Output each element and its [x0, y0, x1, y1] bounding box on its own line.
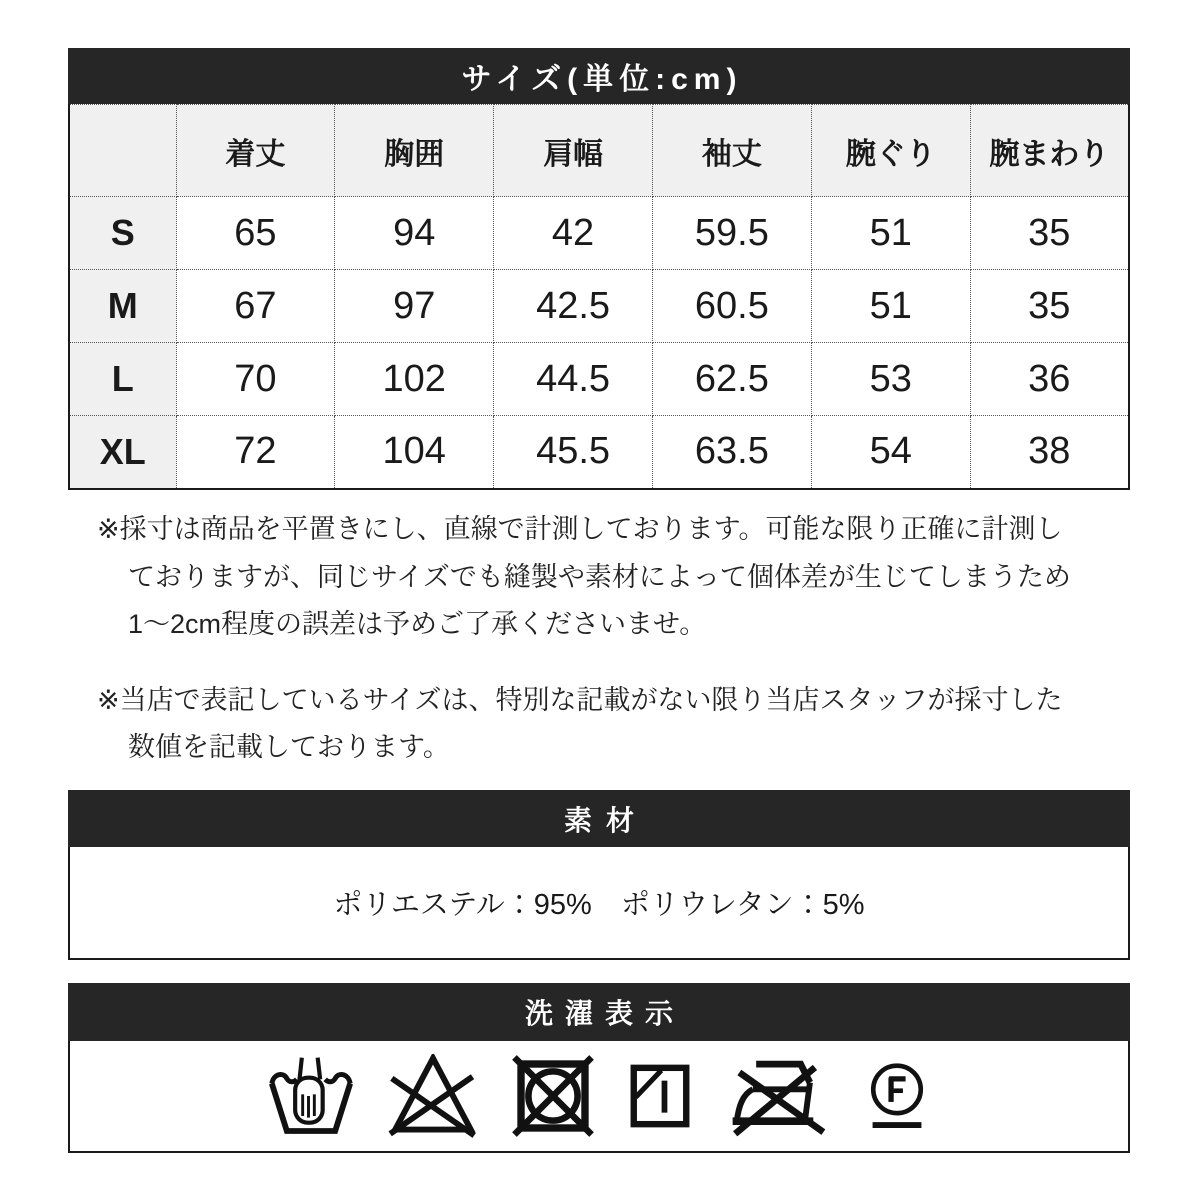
size-row-label: L [69, 343, 176, 416]
size-table [68, 104, 1130, 490]
table-row [69, 270, 1129, 343]
shade-line-dry-icon [628, 1059, 692, 1133]
size-value-cell: 42 [494, 197, 653, 270]
size-value-cell: 42.5 [494, 270, 653, 343]
size-value-cell: 53 [811, 343, 970, 416]
size-section-title: サイズ(単位:cm) [68, 48, 1130, 104]
care-icons-row [68, 1041, 1130, 1153]
size-value-cell: 104 [335, 416, 494, 489]
size-value-cell: 72 [176, 416, 335, 489]
hand-wash-icon [268, 1056, 354, 1136]
do-not-bleach-icon [388, 1054, 478, 1138]
size-value-cell: 44.5 [494, 343, 653, 416]
size-value-cell: 65 [176, 197, 335, 270]
size-table-header-row [69, 105, 1129, 197]
size-value-cell: 60.5 [652, 270, 811, 343]
material-section-title: 素材 [68, 790, 1130, 847]
size-value-cell: 54 [811, 416, 970, 489]
size-value-cell: 35 [970, 197, 1129, 270]
material-section [68, 790, 1130, 960]
size-value-cell: 59.5 [652, 197, 811, 270]
size-value-cell: 102 [335, 343, 494, 416]
note-text: ※当店で表記しているサイズは、特別な記載がない限り当店スタッフが採寸した 数値を記載しております。 [97, 684, 1063, 762]
size-value-cell: 63.5 [652, 416, 811, 489]
measurement-notes [97, 506, 1087, 772]
size-value-cell: 45.5 [494, 416, 653, 489]
size-value-cell: 70 [176, 343, 335, 416]
size-value-cell: 51 [811, 270, 970, 343]
table-row [69, 416, 1129, 489]
size-value-cell: 51 [811, 197, 970, 270]
size-value-cell: 67 [176, 270, 335, 343]
corner-cell [69, 105, 176, 197]
size-row-label: M [69, 270, 176, 343]
size-value-cell: 94 [335, 197, 494, 270]
care-section-title: 洗濯表示 [68, 983, 1130, 1041]
size-value-cell: 38 [970, 416, 1129, 489]
dry-clean-f-icon [864, 1061, 930, 1131]
material-content: ポリエステル：95% ポリウレタン：5% [68, 847, 1130, 960]
size-row-label: XL [69, 416, 176, 489]
size-value-cell: 97 [335, 270, 494, 343]
do-not-tumble-dry-icon [512, 1055, 594, 1137]
table-row [69, 197, 1129, 270]
column-header: 袖丈 [652, 105, 811, 197]
table-row [69, 343, 1129, 416]
care-section [68, 983, 1130, 1153]
column-header: 腕まわり [970, 105, 1129, 197]
column-header: 着丈 [176, 105, 335, 197]
do-not-iron-icon [726, 1054, 830, 1138]
size-row-label: S [69, 197, 176, 270]
note-text: ※採寸は商品を平置きにし、直線で計測しております。可能な限り正確に計測し ておりますが、同じサイズでも縫製や素材によって個体差が生じてしまうため 1〜2cm程度の誤差は予めご了承くださいませ。 [97, 514, 1071, 639]
size-value-cell: 36 [970, 343, 1129, 416]
column-header: 肩幅 [494, 105, 653, 197]
column-header: 腕ぐり [811, 105, 970, 197]
size-value-cell: 35 [970, 270, 1129, 343]
size-value-cell: 62.5 [652, 343, 811, 416]
size-section [68, 48, 1130, 490]
column-header: 胸囲 [335, 105, 494, 197]
